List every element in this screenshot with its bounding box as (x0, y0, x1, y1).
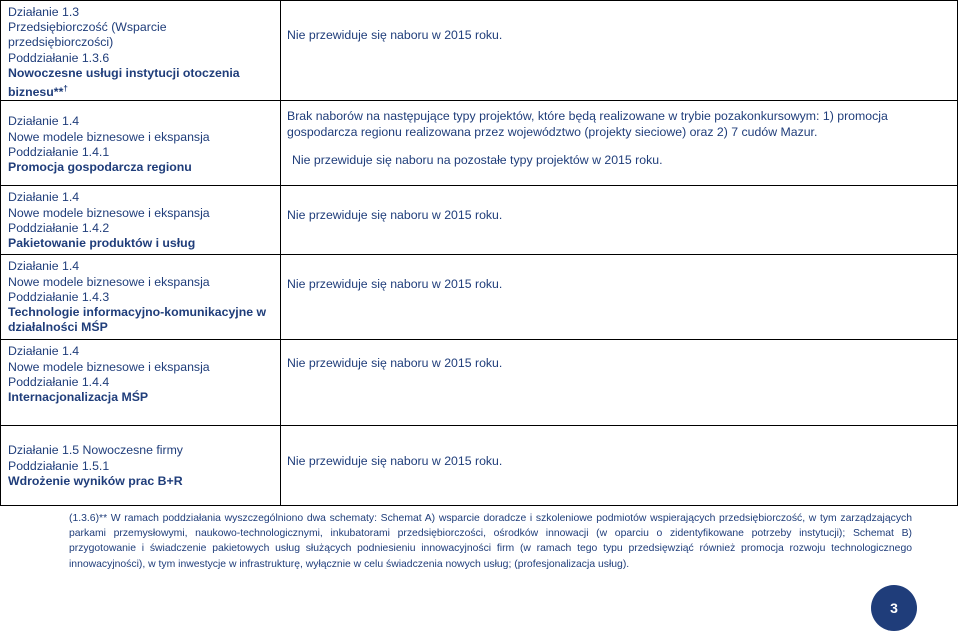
status-cell (281, 426, 958, 506)
status-text: Brak naborów na następujące typy projektów, które będą realizowane w trybie pozakonkursowym: 1) promocja gospodarcza regionu realizowana przez województwo (projekty sieciowe) oraz 2) 7 cudów Mazur. (287, 109, 888, 139)
submeasure-title: Internacjonalizacja MŚP (8, 389, 149, 404)
status-text: Nie przewiduje się naboru w 2015 roku. (287, 208, 503, 223)
page-number-badge: 3 (871, 585, 917, 631)
measure-cell (1, 340, 281, 426)
submeasure-label: Poddziałanie 1.4.1 (8, 144, 110, 159)
measure-name: Nowe modele biznesowe i ekspansja (8, 274, 210, 289)
measure-name: Nowe modele biznesowe i ekspansja (8, 129, 210, 144)
status-cell (281, 1, 958, 101)
status-cell (281, 255, 958, 340)
measure-label: Działanie 1.4 (8, 259, 80, 274)
submeasure-label: Poddziałanie 1.4.2 (8, 220, 110, 235)
submeasure-title: Wdrożenie wyników prac B+R (8, 473, 183, 488)
status-text: Nie przewiduje się naboru w 2015 roku. (287, 277, 503, 292)
submeasure-title: Promocja gospodarcza regionu (8, 159, 192, 174)
submeasure-label: Poddziałanie 1.3.6 (8, 50, 110, 65)
status-cell (281, 340, 958, 426)
measure-label: Działanie 1.3 (8, 5, 80, 19)
table-row (1, 1, 958, 101)
table-row (1, 186, 958, 255)
table-row (1, 255, 958, 340)
submeasure-title: Nowoczesne usługi instytucji otoczenia biznesu**† (8, 65, 240, 100)
table-row (1, 340, 958, 426)
measure-name: Nowe modele biznesowe i ekspansja (8, 205, 210, 220)
measure-label: Działanie 1.4 (8, 344, 80, 359)
measure-cell (1, 255, 281, 340)
measure-cell (1, 101, 281, 186)
status-text: Nie przewiduje się naboru w 2015 roku. (287, 28, 503, 42)
table-row (1, 426, 958, 506)
status-text: Nie przewiduje się naboru w 2015 roku. (287, 454, 503, 469)
measure-label: Działanie 1.5 Nowoczesne firmy (8, 443, 183, 458)
footnote-separator (69, 505, 243, 506)
submeasure-label: Poddziałanie 1.5.1 (8, 458, 110, 473)
submeasure-label: Poddziałanie 1.4.4 (8, 374, 110, 389)
measure-name: Przedsiębiorczość (Wsparcie przedsiębiorczości) (8, 20, 167, 50)
measure-name: Nowe modele biznesowe i ekspansja (8, 359, 210, 374)
footnote-text: (1.3.6)** W ramach poddziałania wyszczególniono dwa schematy: Schemat A) wsparcie doradcze i szkoleniowe podmiotów wspierających przedsiębiorczość, w tym zarządzających parkami przemysłowymi, naukowo-technologicznymi, inkubatorami przedsiębiorczości, ośrodków innowacji (w oparciu o zidentyfikowane potrzeby instytucji); Schemat B) przygotowanie i świadczenie pakietowych usług służących podniesieniu innowacyjności firm (w ramach tego typu przedsięwziąć również promocja rozwoju technologicznego innowacyjności), w tym inwestycje w infrastrukturę, wyłącznie w celu świadczenia nowych usług; (profesjonalizacja usług). (69, 513, 912, 570)
submeasure-title: Pakietowanie produktów i usług (8, 235, 196, 250)
submeasure-label: Poddziałanie 1.4.3 (8, 289, 110, 304)
submeasure-title: Technologie informacyjno-komunikacyjne w działalności MŚP (8, 304, 267, 335)
status-cell (281, 186, 958, 255)
status-cell (281, 101, 958, 186)
status-text: Nie przewiduje się naboru w 2015 roku. (287, 356, 503, 371)
measure-label: Działanie 1.4 (8, 114, 80, 129)
measure-cell (1, 186, 281, 255)
measure-label: Działanie 1.4 (8, 190, 80, 205)
table-row (1, 101, 958, 186)
measure-cell (1, 426, 281, 506)
status-text: Nie przewiduje się naboru na pozostałe typy projektów w 2015 roku. (292, 152, 663, 167)
footnote-marker: † (63, 84, 68, 94)
measure-cell (1, 1, 281, 101)
